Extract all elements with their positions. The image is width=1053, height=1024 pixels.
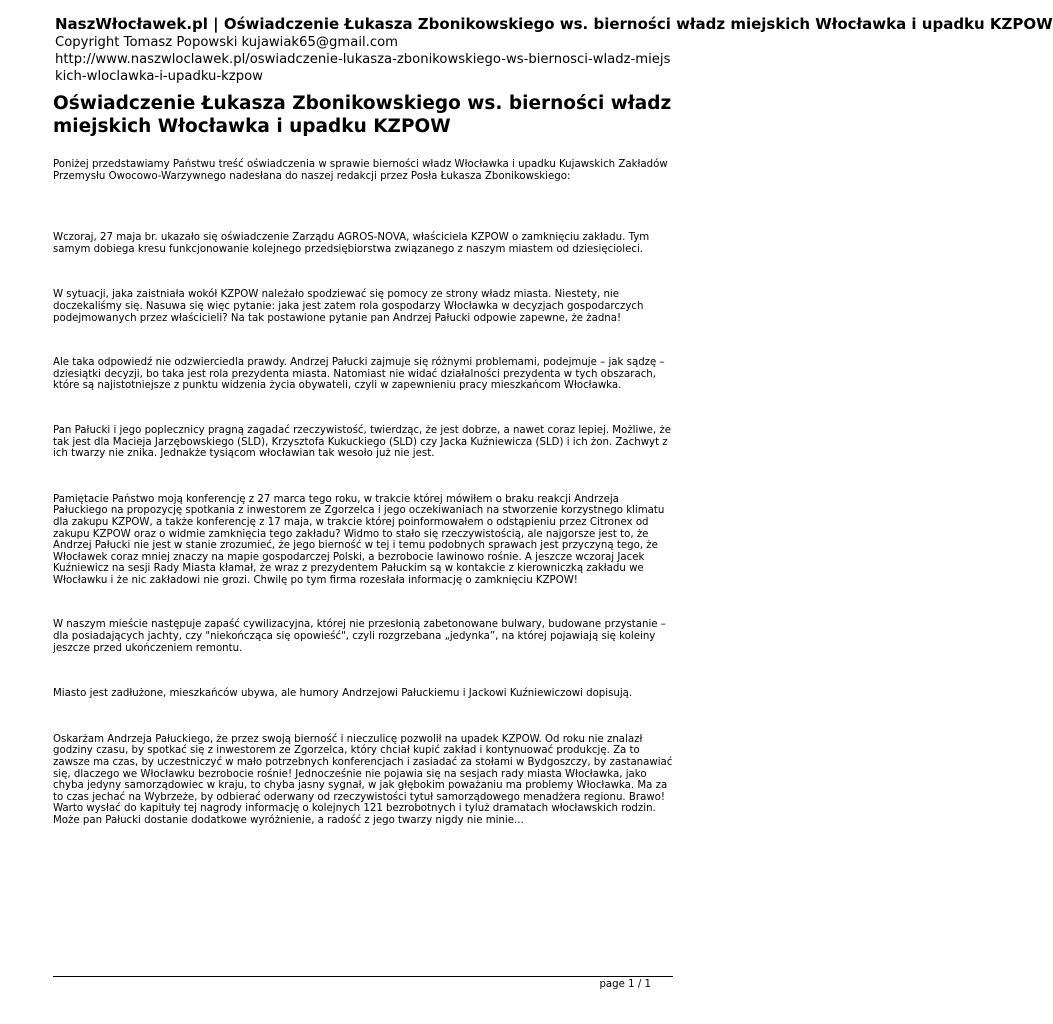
paragraph: Miasto jest zadłużone, mieszkańców ubywa, ale humory Andrzejowi Pałuckiemu i Jackowi Kuźniewiczowi dopisują. [53,688,633,700]
paragraph: W naszym mieście następuje zapaść cywilizacyjna, której nie przesłonią zabetonowane bulwary, budowane przystanie – dla posiadających jachty, czy "niekończąca się opowieść", czyli rozgrzebana „jedynka”, na której pojawiają się koleiny jeszcze przed ukończeniem remontu. [53,619,666,654]
footer-divider [53,976,673,977]
paragraph: Pan Pałucki i jego poplecznicy pragną zagadać rzeczywistość, twierdząc, że jest dobrze, a nawet coraz lepiej. Możliwe, że tak jest dla Macieja Jarzębowskiego (SLD), Krzysztofa Kukuckiego (SLD) czy Jacka Kuźniewicza (SLD) i ich żon. Zachwyt z ich twarzy nie znika. Jednakże tysiącom włocławian tak wesoło już nie jest. [53,424,672,460]
paragraph: Pamiętacie Państwo moją konferencję z 27 marca tego roku, w trakcie której mówiłem o braku reakcji Andrzeja Pałuckiego na propozycję spotkania z inwestorem ze Zgorzelca i jego oczekiwaniach na stworzenie korzystnego klimatu dla zakupu KZPOW, a także konferencję z 17 maja, w trakcie której poinformowałem o odstąpieniu przez Citronex od zakupu KZPOW oraz o widmie zamknięcia tego zakładu? Widmo to stało się rzeczywistością, ale najgorsze jest to, że Andrzej Pałucki nie jest w stanie zrozumieć, że jego bierność w tej i temu podobnych sprawach jest przyczyną tego, że Włocławek coraz mniej znaczy na mapie gospodarczej Polski, a bezrobocie lawinowo rośnie. A jeszcze wczoraj Jacek Kuźniewicz na sesji Rady Miasta kłamał, że wraz z prezydentem Pałuckim są w kontakcie z kierowniczką zakładu we Włocławku i że nic zakładowi nie grozi. Chwilę po tym firma rozesłała informację o zamknięciu KZPOW! [53,493,665,586]
paragraph: Wczoraj, 27 maja br. ukazało się oświadczenie Zarządu AGROS-NOVA, właściciela KZPOW o zamknięciu zakładu. Tym samym dobiega kresu funkcjonowanie kolejnego przedsiębiorstwa związanego z naszym miastem od dziesięcioleci. [53,232,650,255]
paragraph: Ale taka odpowiedź nie odzwierciedla prawdy. Andrzej Pałucki zajmuje się różnymi problemami, podejmuje – jak sądzę – dziesiątki decyzji, bo taka jest rola prezydenta miasta. Natomiast nie widać działalności prezydenta w tych obszarach, które są najistotniejsze z punktu widzenia życia obywateli, czyli w zapewnieniu pracy mieszkańcom Włocławka. [53,357,665,392]
copyright-line: Copyright Tomasz Popowski kujawiak65@gmail.com [55,35,399,50]
paragraph: Oskarżam Andrzeja Pałuckiego, że przez swoją bierność i nieczulicę pozwolił na upadek KZPOW. Od roku nie znalazł godziny czasu, by spotkać się z inwestorem ze Zgorzelca, który chciał kupić zakład i kontynuować produkcję. Za to zawsze ma czas, by uczestniczyć w mało potrzebnych konferencjach i zasiadać za stołami w Bydgoszczy, by zastanawiać się, dlaczego we Włocławku bezrobocie rośnie! Jednocześnie nie pojawia się na sesjach rady miasta Włocławka, jako chyba jedyny samorządowiec w kraju, to chyba jasny sygnał, w jak głębokim poważaniu ma problemy Włocławka. Ma za to czas jechać na Wybrzeże, by odbierać oderwany od rzeczywistości tytuł samorządowego menadżera regionu. Brawo! Warto wysłać do kapituły tej nagrody informację o kolejnych 121 bezrobotnych i tyluż dramatach włocławskich rodzin. Może pan Pałucki dostanie dodatkowe wyróżnienie, a radość z jego twarzy nigdy nie minie... [53,733,673,826]
article-body [53,159,673,827]
site-title: NaszWłocławek.pl | Oświadczenie Łukasza Zbonikowskiego ws. bierności władz miejskich Włocławka i upadku KZPOW [55,15,1053,33]
page-number: page 1 / 1 [599,979,651,990]
paragraph: W sytuacji, jaka zaistniała wokół KZPOW należało spodziewać się pomocy ze strony władz miasta. Niestety, nie doczekaliśmy się. Nasuwa się więc pytanie: jaka jest zatem rola gospodarzy Włocławka w decyzjach gospodarczych podejmowanych przez właścicieli? Na tak postawione pytanie pan Andrzej Pałucki odpowie zapewne, że żadna! [53,289,644,324]
source-url[interactable]: http://www.naszwloclawek.pl/oswiadczenie-lukasza-zbonikowskiego-ws-biernosci-wladz-miejskich-wloclawka-i-upadku-kzpow [55,52,671,84]
document-header [55,14,1053,85]
article-title: Oświadczenie Łukasza Zbonikowskiego ws. bierności władz miejskich Włocławka i upadku KZPOW [53,93,672,137]
paragraph: Poniżej przedstawiamy Państwu treść oświadczenia w sprawie bierności władz Włocławka i upadku Kujawskich Zakładów Przemysłu Owocowo-Warzywnego nadesłana do naszej redakcji przez Posła Łukasza Zbonikowskiego: [53,159,668,182]
